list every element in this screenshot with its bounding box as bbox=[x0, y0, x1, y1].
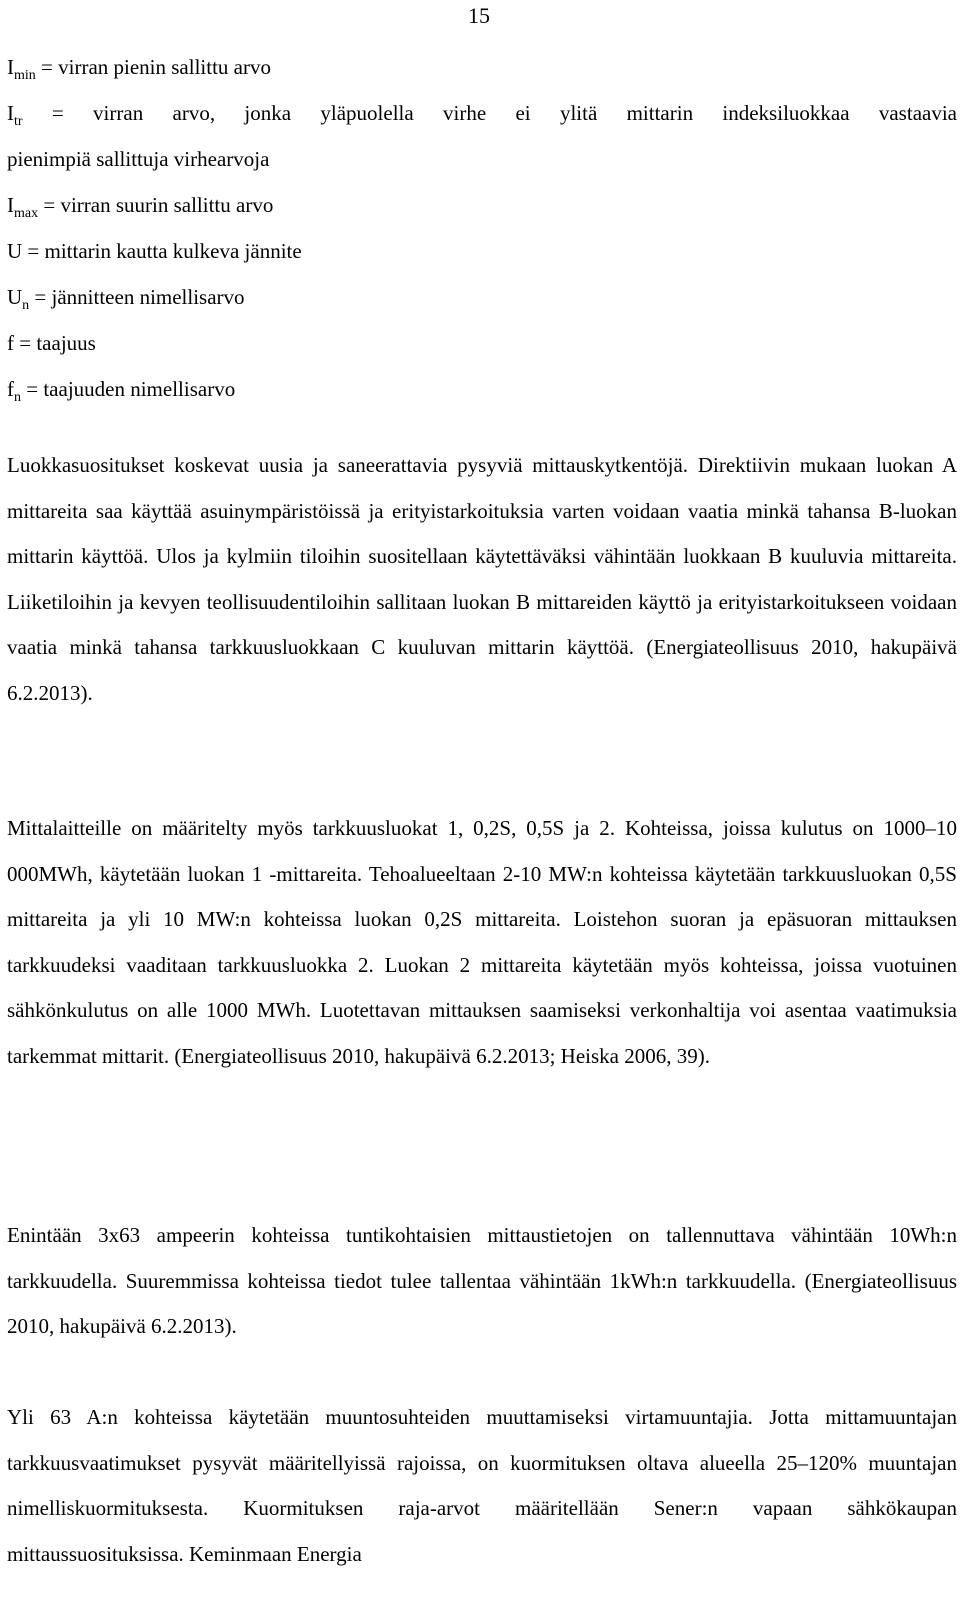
definition-symbol: U bbox=[7, 285, 23, 309]
definition-symbol: I bbox=[7, 55, 14, 79]
definition-f-n bbox=[7, 366, 957, 412]
definition-text: = mittarin kautta kulkeva jännite bbox=[22, 239, 302, 263]
definition-text: = jännitteen nimellisarvo bbox=[29, 285, 245, 309]
definition-f bbox=[7, 320, 957, 366]
paragraph-current-transformers: Yli 63 A:n kohteissa käytetään muuntosuhteiden muuttamiseksi virtamuuntajia. Jotta mittamuuntajan tarkkuusvaatimukset pysyvät määritellyissä rajoissa, on kuormituksen oltava alueella 25–120% muuntajan nimelliskuormituksesta. Kuormituksen raja-arvot määritellään Sener:n vapaan sähkökaupan mittaussuosituksissa. Keminmaan Energia bbox=[7, 1405, 957, 1566]
definition-text: = virran suurin sallittu arvo bbox=[38, 193, 274, 217]
definition-text: = virran pienin sallittu arvo bbox=[35, 55, 271, 79]
definition-i-tr-continued bbox=[7, 136, 957, 182]
definition-subscript: n bbox=[22, 298, 30, 313]
definition-symbol: f bbox=[7, 331, 14, 355]
definition-subscript: n bbox=[14, 390, 21, 405]
definition-symbol: I bbox=[7, 193, 14, 217]
definition-i-tr bbox=[7, 90, 957, 136]
definition-symbol: U bbox=[7, 239, 23, 263]
paragraph-hourly-data: Enintään 3x63 ampeerin kohteissa tuntikohtaisien mittaustietojen on tallennuttava vähintään 10Wh:n tarkkuudella. Suuremmissa kohteissa tiedot tulee tallentaa vähintään 1kWh:n tarkkuudella. (Energiateollisuus 2010, hakupäivä 6.2.2013). bbox=[7, 1223, 957, 1338]
definition-text: pienimpiä sallittuja virhearvoja bbox=[7, 147, 270, 171]
paragraph-accuracy-classes: Luokkasuositukset koskevat uusia ja saneerattavia pysyviä mittauskytkentöjä. Direktiivin mukaan luokan A mittareita saa käyttää asuinympäristöissä ja erityistarkoituksia varten voidaan vaatia minkä tahansa B-luokan mittarin käyttöä. Ulos ja kylmiin tiloihin suositellaan käytettäväksi vähintään luokkaan B kuuluvia mittareita. Liiketiloihin ja kevyen teollisuudentiloihin sallitaan luokan B mittareiden käyttö ja erityistarkoitukseen voidaan vaatia minkä tahansa tarkkuusluokkaan C kuuluvan mittarin käyttöä. (Energiateollisuus 2010, hakupäivä 6.2.2013). bbox=[7, 453, 957, 705]
definition-text: = taajuus bbox=[14, 331, 96, 355]
definition-symbol: f bbox=[7, 377, 14, 401]
definition-i-max bbox=[7, 182, 957, 228]
definition-u-n bbox=[7, 274, 957, 320]
paragraph-precision-classes: Mittalaitteille on määritelty myös tarkkuusluokat 1, 0,2S, 0,5S ja 2. Kohteissa, joissa kulutus on 1000–10 000MWh, käytetään luokan 1 -mittareita. Tehoalueeltaan 2-10 MW:n kohteissa käytetään tarkkuusluokan 0,5S mittareita ja yli 10 MW:n kohteissa luokan 0,2S mittareita. Loistehon suoran ja epäsuoran mittauksen tarkkuudeksi vaaditaan tarkkuusluokka 2. Luokan 2 mittareita käytetään myös kohteissa, joissa vuotuinen sähkönkulutus on alle 1000 MWh. Luotettavan mittauksen saamiseksi verkonhaltija voi asentaa vaatimuksia tarkemmat mittarit. (Energiateollisuus 2010, hakupäivä 6.2.2013; Heiska 2006, 39). bbox=[7, 816, 957, 1068]
definition-text: = taajuuden nimellisarvo bbox=[21, 377, 236, 401]
definition-subscript: min bbox=[14, 68, 36, 83]
definition-u bbox=[7, 228, 957, 274]
page-number: 15 bbox=[468, 3, 490, 28]
definition-symbol: I bbox=[7, 101, 14, 125]
definition-text: = virran arvo, jonka yläpuolella virhe ei ylitä mittarin indeksiluokkaa vastaavia bbox=[22, 101, 957, 125]
definition-subscript: tr bbox=[14, 114, 23, 129]
definition-subscript: max bbox=[14, 206, 39, 221]
symbol-definitions bbox=[7, 44, 957, 412]
definition-i-min bbox=[7, 44, 957, 90]
